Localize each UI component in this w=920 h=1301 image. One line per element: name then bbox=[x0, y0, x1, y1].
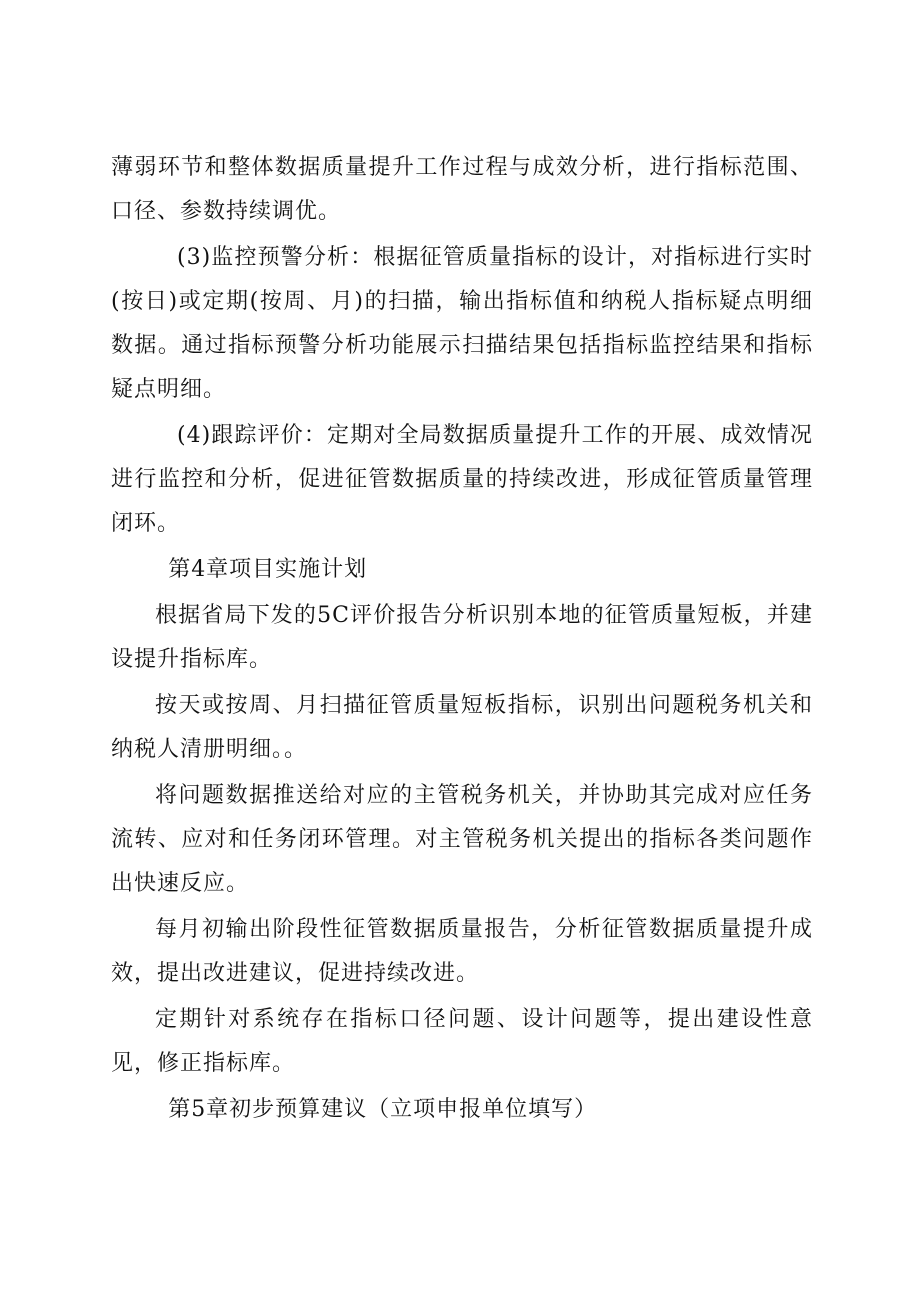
document-body bbox=[111, 146, 813, 1134]
paragraph-continuation: 薄弱环节和整体数据质量提升工作过程与成效分析，进行指标范围、口径、参数持续调优。 bbox=[111, 155, 813, 224]
paragraph-plan-2: 按天或按周、月扫描征管质量短板指标，识别出问题税务机关和纳税人清册明细。。 bbox=[111, 693, 813, 762]
chapter-5-heading: 第5章初步预算建议（立项申报单位填写） bbox=[168, 1097, 598, 1122]
paragraph-plan-4: 每月初输出阶段性征管数据质量报告，分析征管数据质量提升成效，提出改进建议，促进持续改进。 bbox=[111, 917, 813, 986]
paragraph-plan-3: 将问题数据推送给对应的主管税务机关，并协助其完成对应任务流转、应对和任务闭环管理。对主管税务机关提出的指标各类问题作出快速反应。 bbox=[111, 783, 813, 896]
paragraph-plan-5: 定期针对系统存在指标口径问题、设计问题等，提出建设性意见，修正指标库。 bbox=[111, 1007, 813, 1076]
paragraph-tracking-evaluation: (4)跟踪评价：定期对全局数据质量提升工作的开展、成效情况进行监控和分析，促进征管数据质量的持续改进，形成征管质量管理闭环。 bbox=[111, 423, 813, 536]
paragraph-plan-1: 根据省局下发的5C评价报告分析识别本地的征管质量短板，并建设提升指标库。 bbox=[111, 603, 813, 672]
paragraph-monitoring-warning: (3)监控预警分析：根据征管质量指标的设计，对指标进行实时(按日)或定期(按周、月)的扫描，输出指标值和纳税人指标疑点明细数据。通过指标预警分析功能展示扫描结果包括指标监控结果和指标疑点明细。 bbox=[111, 245, 813, 402]
chapter-4-heading: 第4章项目实施计划 bbox=[168, 557, 368, 582]
